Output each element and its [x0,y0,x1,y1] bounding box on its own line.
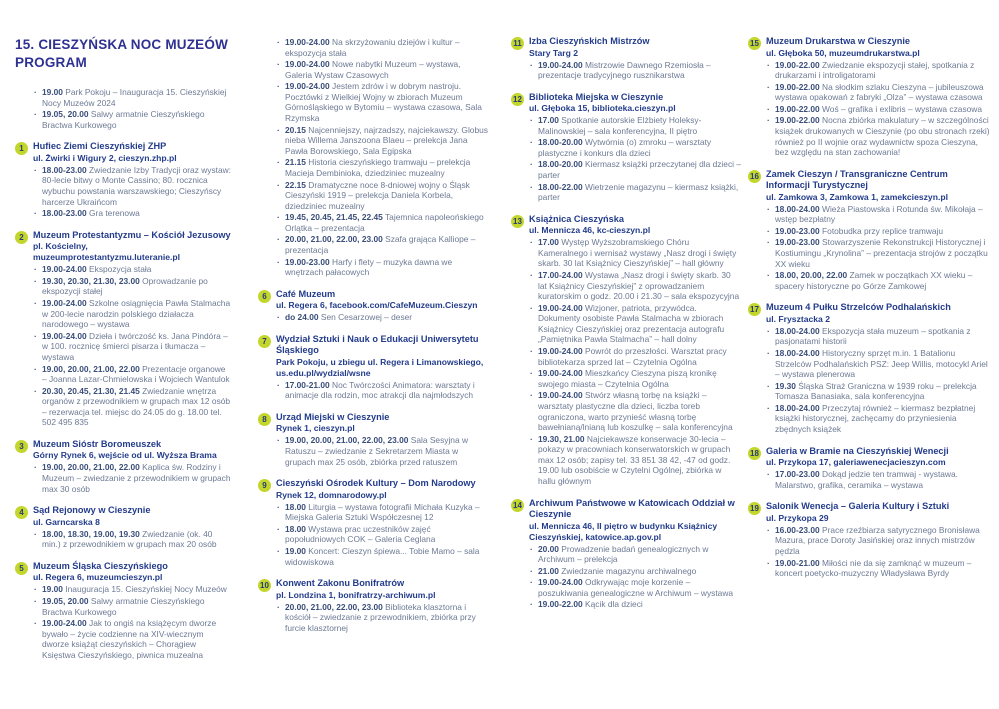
event-time: 19.00-22.00 [775,59,820,70]
venue-address: ul. Głęboka 50, muzeumdrukarstwa.pl [766,47,920,58]
venue-address: ul. Przykopa 29 [766,512,829,523]
event-text: Mistrzowie Dawnego Rzemiosła – prezentacje tradycyjnego rusznikarstwa [538,59,711,81]
venue-name: Książnica Cieszyńska [529,213,624,224]
venue-entry [511,92,741,203]
event-item [33,298,231,330]
venue-name: Archiwum Państwowe w Katowicach Oddział w Cieszynie [529,497,735,520]
venue-name: Muzeum Protestantyzmu – Kościół Jezusowy [33,229,231,240]
event-text: Ekspozycja stała muzeum – spotkania z pasjonatami historii [775,325,971,347]
event-text: Fotobudka przy replice tramwaju [822,225,944,236]
venue-name: Salonik Wenecja – Galeria Kultury i Sztuki [766,501,950,512]
event-text: Dzieła i twórczość ks. Jana Pindóra – w 100. rocznicę śmierci pisarza i tłumacza – wystawa [42,330,228,362]
event-item [276,435,488,467]
event-time: 19.00-24.00 [42,264,87,275]
event-time: 19.30 [775,380,796,391]
venue-name: Urząd Miejski w Cieszynie [276,411,390,422]
event-item [276,312,488,323]
event-text: Zwiedzanie (ok. 40 min.) z przewodnikiem w grupach max 20 osób [42,528,217,550]
event-item [276,180,488,212]
venue-address: ul. Głęboka 15, biblioteka.cieszyn.pl [529,103,676,114]
event-item [276,157,488,178]
event-text: Szkolne osiągnięcia Pawła Stalmacha w 200-lecie narodzin polskiego działacza narodowego – wystawa [42,298,231,330]
event-text: Występ Wyższobramskiego Chóru Kameralnego i wernisaż wystawy „Nasz drogi i święty skarb. 30 lat Książnicy Cieszyńskiej” – hall główny [538,237,737,269]
event-text: Kącik dla dzieci [585,599,643,610]
venue-name: Muzeum Śląska Cieszyńskiego [33,560,168,571]
venue-number-badge: 7 [258,335,271,348]
event-item [33,331,231,363]
event-item [766,270,990,291]
event-item [529,182,741,203]
event-item [766,558,990,579]
event-text: Kaplica św. Rodziny i Muzeum – zwiedzanie z przewodnikiem w grupach max 30 osób [42,462,231,494]
venue-number-badge: 6 [258,290,271,303]
event-time: 21.00 [538,565,559,576]
event-time: 19.05, 20.00 [42,109,89,120]
event-text: Wystawa prac uczestników zajęć popołudniowych COK – Galeria Ceglana [285,523,436,545]
event-text: Szafa grająca Kalliope – prezentacja [285,234,476,255]
venue-name: Hufiec Ziemi Cieszyńskiej ZHP [33,141,167,152]
event-text: Ekspozycja stała [89,264,152,275]
event-item [766,403,990,435]
event-time: 19.00-22.00 [775,115,820,126]
event-item [33,462,231,494]
page-title [15,36,231,71]
event-time: 18.00 [285,501,306,512]
event-time: 19.00 [42,584,63,595]
event-time: 19.00-24.00 [538,368,583,379]
event-time: 19.00-24.00 [285,81,330,92]
venue-entry [748,169,990,292]
event-text: Inauguracja 15. Cieszyńskiej Nocy Muzeów [65,584,227,595]
event-text: Zwiedzanie ekspozycji stałej, spotkania z drukarzami i introligatorami [775,59,975,81]
event-text: Najcenniejszy, najrzadszy, najciekawszy. Globus nieba Willema Janszoona Blaeu – prelekcja Jana Pawła Borowskiego, Sala Egipska [285,124,488,156]
venue-entry [748,446,990,491]
venue-number-badge: 4 [15,506,28,519]
event-text: Dokąd jedzie ten tramwaj - wystawa. Malarstwo, grafika, ceramika – wystawa [775,469,958,490]
venue-number-badge: 12 [511,93,524,106]
event-text: Przeczytaj również – kiermasz bezpłatnej książki historycznej, zachęcamy do przyniesienia zbędnych książek [775,402,976,435]
venue-name: Café Muzeum [276,288,336,299]
event-item [33,264,231,275]
event-text: Park Pokoju – Inauguracja 15. Cieszyńskiej Nocy Muzeów 2024 [42,87,227,108]
venue-number-badge: 19 [748,502,761,515]
event-time: 19.00-24.00 [538,59,583,70]
venue-address: ul. Mennicza 46, II piętro w budynku Książnicy Cieszyńskiej, katowice.ap.gov.pl [529,520,718,542]
event-time: 20.00, 21.00, 22.00, 23.00 [285,234,383,245]
event-item [766,104,990,115]
venue-entry [748,36,990,158]
venue-address: Rynek 1, cieszyn.pl [276,423,355,434]
event-time: 17.00-21.00 [285,379,330,390]
venue-entry [258,478,488,567]
event-item [766,115,990,157]
event-text: Salwy armatnie Cieszyńskiego Bractwa Kurkowego [42,109,205,130]
venue-name: Konwent Zakonu Bonifratrów [276,578,405,589]
event-text: Wizjoner, patriota, przywódca. Dokumenty osobiste Pawła Stalmacha w zbiorach Książnicy Cieszyńskiej oraz prezentacja autografu „Pamiętnika Pawła Stalmacha” – hall dolny [538,302,725,345]
venue-entry [15,230,231,428]
event-item [766,60,990,81]
event-time: 19.00-24.00 [42,298,87,309]
event-item [529,368,741,389]
event-time: 19.00-22.00 [775,81,820,92]
event-item [766,348,990,380]
event-item [276,380,488,401]
event-text: Odkrywając moje korzenie – poszukiwania genealogiczne w Archiwum – wystawa [538,577,734,598]
event-text: Stwórz własną torbę na książki – warsztaty plastyczne dla dzieci, liczba toreb ograniczona, warto przynieść własną torbę bawełnianą/lnianą lub koszulkę – sala konferencyjna [538,390,733,433]
venue-address: ul. Regera 6, facebook.com/CafeMuzeum.Cieszyn [276,300,478,311]
event-time: 16.00-23.00 [775,524,820,535]
event-time: 18.00-20.00 [538,137,583,148]
event-item [766,469,990,490]
event-item [33,618,231,660]
event-time: 17.00 [538,237,559,248]
event-text: Najciekawsze konserwacje 30-lecia – pokazy w pracowniach konserwatorskich w grupach max 12 osób; zapisy tel. 33 851 38 42, -47 od godz. 19.00 lub osobiście w Czytelni Ogólnej, zbiórka w hallu głównym [538,433,731,486]
event-item [33,584,231,595]
event-item [276,502,488,523]
event-time: 20.00 [538,543,559,554]
event-time: 18.00-23.00 [42,164,87,175]
venue-name: Galeria w Bramie na Cieszyńskiej Wenecji [766,445,949,456]
venue-entry [748,501,990,578]
event-item [529,566,741,577]
venue-address: pl. Kościelny, muzeumprotestantyzmu.luteranie.pl [33,241,181,263]
venue-number-badge: 15 [748,37,761,50]
event-time: 19.00-23.00 [775,237,820,248]
event-text: Woś – grafika i exlibris – wystawa czasowa [822,103,983,114]
event-text: Noc Twórczości Animatora: warsztaty i animacje dla rodzin, moc atrakcji dla najmłodszych [285,379,475,401]
event-time: 18.00, 20.00, 22.00 [775,270,848,281]
event-item [276,37,488,58]
event-item [529,390,741,432]
event-item [766,204,990,225]
venue-entry [511,498,741,610]
event-text: Zwiedzanie Izby Tradycji oraz wystaw: 80-lecie bitwy o Monte Cassino; 80. rocznica wybuchu powstania warszawskiego; Cieszyńscy harcerze Ukraińcom [42,164,232,207]
venue-address: pl. Londzina 1, bonifratrzy-archiwum.pl [276,589,436,600]
event-time: do 24.00 [285,312,319,323]
venue-entry [258,412,488,467]
venue-entry [15,439,231,494]
venue-number-badge: 17 [748,303,761,316]
event-item [529,434,741,487]
event-item [766,381,990,402]
event-text: Wietrzenie magazynu – kiermasz książki, parter [538,181,739,203]
event-item [33,87,231,108]
event-time: 19.00-24.00 [538,302,583,313]
page-title-line1: 15. CIESZYŃSKA NOC MUZEÓW [15,37,229,52]
venue-number-badge: 3 [15,440,28,453]
event-time: 20.00, 21.00, 22.00, 23.00 [285,601,383,612]
venue-entry [258,289,488,323]
event-text: Historia cieszyńskiego tramwaju – prelekcja Macieja Dembinioka, dziedziniec muzealny [285,157,471,178]
event-time: 17.00-24.00 [538,270,583,281]
event-time: 19.00-21.00 [775,557,820,568]
event-time: 18.00 [285,523,306,534]
event-item [276,212,488,233]
event-time: 20.30, 20.45, 21.30, 21.45 [42,385,140,396]
venue-number-badge: 16 [748,170,761,183]
column-2 [258,36,488,644]
venue-number-badge: 2 [15,231,28,244]
event-text: Stowarzyszenie Rekonstrukcji Historycznej i Kostiumingu „Krynolina” – prezentacja strojów z początku XX wieku [775,237,988,269]
event-time: 19.00-22.00 [538,599,583,610]
venue-continuation-events [258,37,488,278]
event-text: Na słodkim szlaku Cieszyna – jubileuszowa wystawa opakowań z fabryki „Olza” – wystawa czasowa [775,81,984,103]
venue-number-badge: 1 [15,142,28,155]
venue-number-badge: 13 [511,215,524,228]
event-time: 18.00-24.00 [775,203,820,214]
event-item [33,529,231,550]
event-item [33,386,231,428]
event-item [529,159,741,180]
column-4 [748,36,990,590]
event-text: Na skrzyżowaniu dziejów i kultur – ekspozycja stała [285,37,460,58]
venue-address: ul. Przykopa 17, galeriawenecjacieszyn.com [766,457,946,468]
venue-entry [511,214,741,487]
event-text: Prace rzeźbiarza satyrycznego Bronisława Mazura, prace Doroty Jasińskiej oraz innych mistrzów pędzla [775,524,980,556]
venue-address: ul. Mennicza 46, kc-cieszyn.pl [529,225,651,236]
venue-name: Izba Cieszyńskich Mistrzów [529,36,650,46]
event-item [276,81,488,123]
intro-events [15,87,231,130]
event-item [529,544,741,565]
venue-address: Stary Targ 2 [529,47,579,58]
event-time: 19.00-24.00 [42,618,87,629]
event-item [529,115,741,136]
venue-entry [258,334,488,401]
event-text: Nowe nabytki Muzeum – wystawa, Galeria Wystaw Czasowych [285,59,461,80]
event-text: Harfy i flety – muzyka dawna we wnętrzach pałacowych [285,256,453,278]
event-time: 19.30, 20.30, 21.30, 23.00 [42,275,140,286]
event-item [766,82,990,103]
event-item [529,577,741,598]
event-item [276,546,488,567]
event-time: 19.00, 20.00, 21.00, 22.00 [42,363,140,374]
event-time: 19.45, 20.45, 21.45, 22.45 [285,212,383,223]
event-text: Biblioteka klasztorna i kościół – zwiedzanie z przewodnikiem, zbiórka przy furcie klasztornej [285,601,476,633]
event-item [33,364,231,385]
event-item [276,524,488,545]
event-time: 19.30, 21.00 [538,433,585,444]
event-text: Koncert: Cieszyn śpiewa... Tobie Mamo – sala widowiskowa [285,546,480,567]
event-text: Oprowadzanie po ekspozycji stałej [42,275,208,297]
event-time: 19.00-24.00 [42,330,87,341]
event-item [529,599,741,610]
page-title-line2: PROGRAM [15,54,87,70]
event-time: 18.00, 18.30, 19.00, 19.30 [42,528,140,539]
event-text: Miłości nie da się zamknąć w muzeum – koncert poetycko-muzyczny Władysława Byrdy [775,557,972,579]
event-time: 18.00-23.00 [42,208,87,219]
event-time: 19.00-24.00 [285,37,330,47]
event-text: Historyczny sprzęt m.in. 1 Batalionu Strzelców Podhalańskich PSZ: Jeep Willis, motocykl Ariel – wystawa plenerowa [775,347,988,380]
venue-name: Muzeum Sióstr Boromeuszek [33,438,162,449]
venue-name: Muzeum 4 Pułku Strzelców Podhalańskich [766,302,951,313]
event-item [529,346,741,367]
venue-address: Rynek 12, domnarodowy.pl [276,489,387,500]
event-text: Gra terenowa [89,208,140,219]
column-3 [511,36,741,621]
event-time: 19.00 [285,546,306,556]
venue-address: ul. Regera 6, muzeumcieszyn.pl [33,572,163,583]
event-item [529,237,741,269]
event-text: Zwiedzanie wnętrza organów z przewodnikiem w grupach max 12 osób – rezerwacja tel. miejsc do 24.05 do g. 18.00 tel. 502 495 835 [42,385,231,428]
event-text: Wytwórnia (o) zmroku – warsztaty plastyczne i konkurs dla dzieci [538,137,712,158]
venue-name: Zamek Cieszyn / Transgraniczne Centrum Informacji Turystycznej [766,168,948,191]
event-text: Nocna zbiórka makulatury – w szczególności książek drukowanych w Cieszynie (po obu stronach rzeki) również po II wojnie oraz wydawnictw spoza Cieszyna, bez względu na stan zachowania! [775,115,990,158]
event-item [276,125,488,157]
event-item [766,326,990,347]
event-item [276,602,488,634]
event-item [766,525,990,557]
event-item [766,237,990,269]
event-time: 17.00 [538,115,559,126]
event-time: 17.00-23.00 [775,469,820,480]
event-text: Sala Sesyjna w Ratuszu – zwiedzanie z Sekretarzem Miasta w grupach max 25 osób, zbiórka przed ratuszem [285,435,468,467]
event-time: 19.00-24.00 [538,577,583,588]
venue-entry [258,578,488,633]
event-time: 19.00, 20.00, 21.00, 22.00 [42,462,140,473]
venue-name: Cieszyński Ośrodek Kultury – Dom Narodowy [276,478,476,489]
event-text: Liturgia – wystawa fotografii Michała Kuzyka – Miejska Galeria Sztuki Współczesnej 12 [285,501,480,523]
event-item [33,165,231,207]
venue-name: Sąd Rejonowy w Cieszynie [33,505,151,516]
event-text: Powrót do przeszłości. Warsztat pracy bibliotekarza sprzed lat – Czytelnia Ogólna [538,346,727,367]
event-text: Sen Cesarzowej – deser [320,312,413,323]
event-time: 18.00-22.00 [538,181,583,192]
event-time: 19.00-24.00 [538,346,583,357]
venue-number-badge: 10 [258,579,271,592]
venue-entry [15,141,231,218]
venue-entry [511,36,741,81]
venue-entry [15,561,231,661]
event-item [276,234,488,255]
event-time: 18.00-24.00 [775,347,820,358]
venue-number-badge: 11 [511,37,524,50]
venue-number-badge: 8 [258,413,271,426]
event-time: 19.00-22.00 [775,103,820,114]
event-text: Śląska Straż Graniczna w 1939 roku – prelekcja Tomasza Banasiaka, sala konferencyjna [775,380,977,402]
venue-name: Wydział Sztuki i Nauk o Edukacji Uniwersytetu Śląskiego [276,333,479,356]
event-text: Jestem zdrów i w dobrym nastroju. Pocztówki z Wielkiej Wojny w zbiorach Muzeum Górnośląskiego w Bytomiu – wystawa czasowa, Sala Rzymska [285,81,482,124]
venue-name: Muzeum Drukarstwa w Cieszynie [766,36,910,46]
venue-number-badge: 5 [15,562,28,575]
event-item [529,137,741,158]
event-text: Spotkanie autorskie Elżbiety Holeksy-Malinowskiej – sala konferencyjna, II piętro [538,115,702,136]
event-text: Jak to ongiś na książęcym dworze bywało – życie codzienne na XIV-wiecznym dworze książąt cieszyńskich – Chorągiew Księstwa Cieszyńskiego, piwnica muzealna [42,618,217,660]
event-item [33,276,231,297]
venue-address: Górny Rynek 6, wejście od ul. Wyższa Brama [33,450,217,461]
event-time: 19.00 [42,87,63,98]
event-text: Wystawa „Nasz drogi i święty skarb. 30 lat Książnicy Cieszyńskiej” z oprowadzaniem kuratorskim o godz. 20.00 i 21.30 – sala ekspozycyjna [538,270,740,302]
event-time: 18.00-20.00 [538,159,583,170]
venue-address: Park Pokoju, u zbiegu ul. Regera i Limanowskiego, us.edu.pl/wydzial/wsne [276,356,484,378]
venue-address: ul. Zamkowa 3, Zamkowa 1, zamekcieszyn.pl [766,191,948,202]
event-item [529,270,741,302]
event-text: Dramatyczne noce 8-dniowej wojny o Śląsk Cieszyński 1919 – prelekcja Daniela Korbela, dziedziniec muzealny [285,179,470,211]
event-item [276,59,488,80]
event-item [529,303,741,345]
event-time: 18.00-24.00 [775,402,820,413]
event-item [276,257,488,278]
event-item [33,596,231,617]
venue-name: Biblioteka Miejska w Cieszynie [529,91,664,102]
event-time: 19.00-23.00 [775,225,820,236]
event-text: Mieszkańcy Cieszyna piszą kronikę swojego miasta – Czytelnia Ogólna [538,368,717,389]
event-time: 19.00, 20.00, 21.00, 22.00, 23.00 [285,435,409,446]
event-text: Prezentacje organowe – Joanna Lazar-Chmielowska i Wojciech Wantulok [42,363,230,385]
venue-address: ul. Frysztacka 2 [766,313,831,324]
venue-entry [15,505,231,550]
event-text: Salwy armatnie Cieszyńskiego Bractwa Kurkowego [42,595,205,617]
venue-address: ul. Żwirki i Wigury 2, cieszyn.zhp.pl [33,152,177,163]
venue-address: ul. Garncarska 8 [33,516,100,527]
venue-number-badge: 14 [511,499,524,512]
venue-entry [748,302,990,434]
event-time: 20.15 [285,124,306,135]
event-item [529,60,741,81]
column-1 [15,36,231,671]
event-item [766,226,990,237]
event-text: Prowadzenie badań genealogicznych w Archiwum – prelekcja [538,543,709,565]
event-text: Wieża Piastowska i Rotunda św. Mikołaja – wstęp bezpłatny [775,203,983,225]
event-time: 19.00-24.00 [538,390,583,401]
event-time: 19.05, 20.00 [42,595,89,606]
event-item [33,208,231,219]
venue-number-badge: 18 [748,447,761,460]
event-time: 19.00-23.00 [285,256,330,267]
event-item [33,109,231,130]
event-time: 22.15 [285,179,306,190]
event-text: Zamek w początkach XX wieku – spacery historyczne po Górze Zamkowej [775,270,973,291]
event-time: 19.00-24.00 [285,59,330,70]
event-time: 21.15 [285,157,306,168]
event-text: Tajemnica napoleońskiego Orlątka – prezentacja [285,212,484,233]
event-time: 18.00-24.00 [775,325,820,336]
venue-number-badge: 9 [258,479,271,492]
event-text: Zwiedzanie magazynu archiwalnego [561,565,697,576]
event-text: Kiermasz książki przeczytanej dla dzieci – parter [538,159,741,181]
